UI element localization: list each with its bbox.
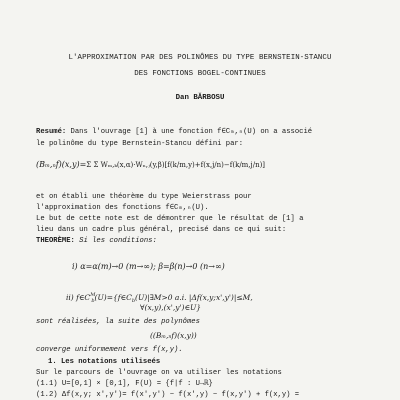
theorem-line [36, 237, 157, 246]
equation-1-1: (1.1) U=[0,1] × [0,1], F(U) = {f|f : U→ℝ} [36, 380, 213, 388]
abstract-line-3: et on établi une théorème du type Weierstrass pour [36, 193, 252, 201]
abstract-line-7: sont réalisées, la suite des polynômes [36, 318, 200, 326]
condition-i: i) α=α(m)→0 (m→∞); β=β(n)→0 (n→∞) [72, 262, 225, 271]
section-text-1: Sur le parcours de l'ouvrage on va utiliser les notations [36, 369, 282, 377]
cond2-a: ii) f∈C [66, 293, 91, 302]
paper-author: Dan BĂRBOSU [175, 94, 225, 102]
condition-ii: ii) $f\in C^M_b(U)=\{f\in C_b(U)|\exists M>0$ a.i. |Δf(x,y;x',y')|≤M, [66, 292, 253, 304]
formula-rhs: Σ Σ Wₘ,ₖ(x,α)·Wₙ,ⱼ(y,β)[f(k/m,y)+f(x,j/n)−f(k/m,j/n)] [86, 161, 266, 169]
paper-title-line-2: DES FONCTIONS BOGEL-CONTINUES [134, 70, 266, 78]
abstract-line-5: Le but de cette note est de démontrer que le résultat de [1] a [36, 215, 304, 223]
abstract-line-6: lieu dans un cadre plus général, precisé dans ce qui suit: [36, 226, 287, 234]
abstract-label: Resumé: [36, 128, 67, 136]
section-heading-1: 1. Les notations utiliseés [48, 358, 161, 366]
paper-title-line-1: L'APPROXIMATION PAR DES POLINÔMES DU TYPE BERNSTEIN-STANCU [68, 54, 332, 62]
abstract-line-8: converge uniformement vers f(x,y). [36, 346, 183, 354]
cond2-b: (U)={f∈C [94, 293, 132, 302]
polynomial-sequence: ((Bₘ,ₙf)(x,y)) [150, 331, 197, 340]
formula-lhs: (Bₘ,ₙf)(x,y)= [36, 160, 87, 169]
theorem-label: THEORÈME: [36, 237, 75, 245]
equation-1-2: (1.2) Δf(x,y; x',y')= f(x',y') − f(x',y) − f(x,y') + f(x,y) = [36, 391, 300, 399]
bernstein-stancu-formula [36, 160, 265, 169]
abstract-line-1 [36, 128, 312, 137]
cond2-c: (U)|∃M>0 a.i. |Δf(x,y;x',y')|≤M, [135, 293, 253, 302]
abstract-line-2: le polinôme du type Bernstein-Stancu défini par: [36, 140, 244, 148]
condition-ii-continued: ∀(x,y),(x',y')∈U} [140, 303, 202, 312]
theorem-text: Si les conditions: [74, 237, 157, 245]
abstract-text-1: Dans l'ouvrage [1] à une fonction f∈Cₘ,ₙ(U) on a associé [66, 128, 313, 136]
abstract-line-4: l'approximation des fonctions f∈Cₘ,ₙ(U). [36, 204, 209, 212]
